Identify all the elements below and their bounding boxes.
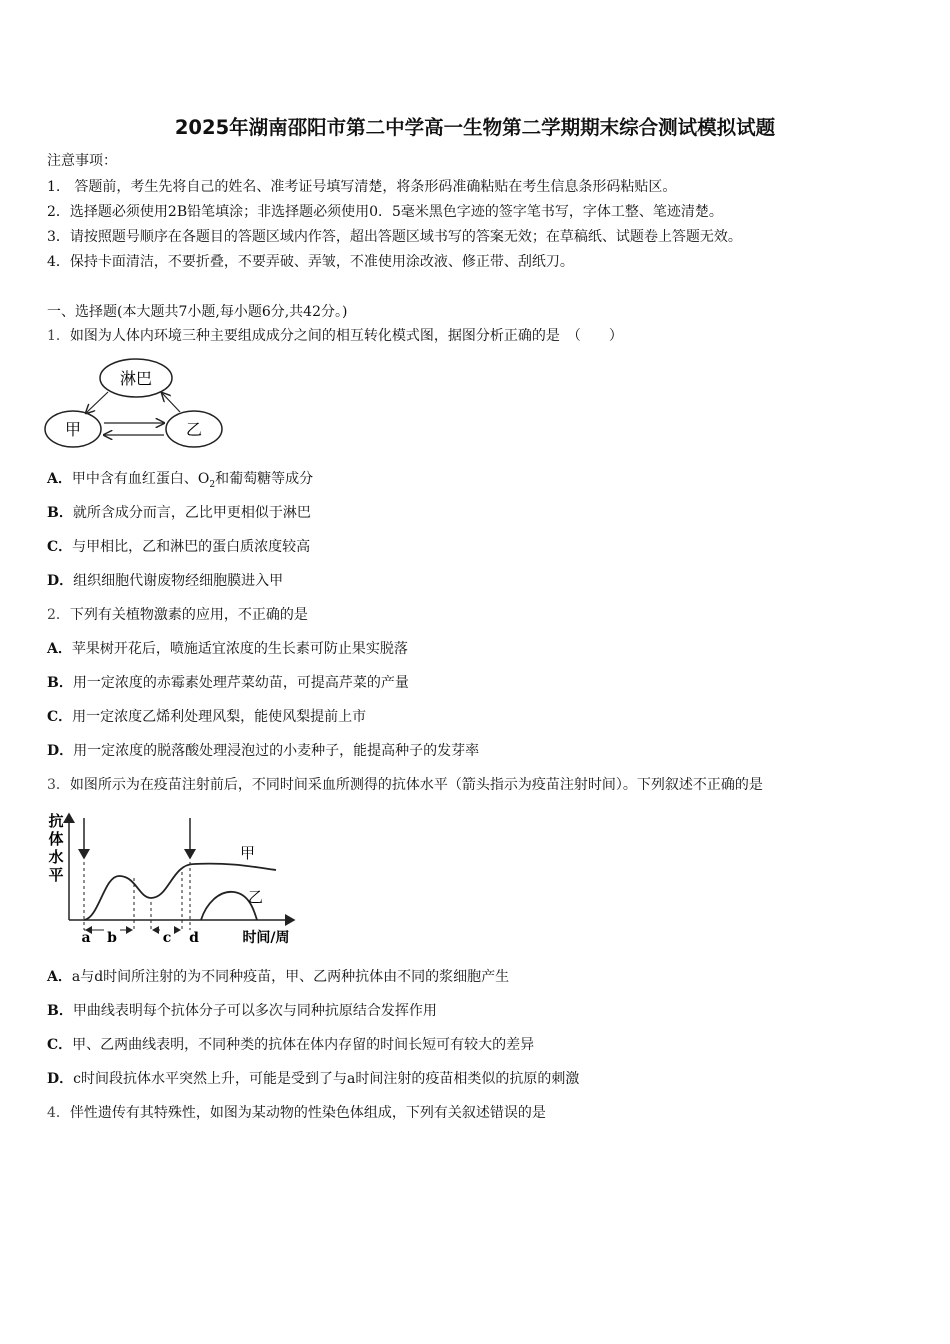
notice-heading: 注意事项： — [47, 153, 117, 169]
notice-item: 4．保持卡面清洁，不要折叠，不要弄破、弄皱，不准使用涂改液、修正带、刮纸刀。 — [47, 254, 574, 270]
notice-item: 2．选择题必须使用2B铅笔填涂；非选择题必须使用0．5毫米黑色字迹的签字笔书写，字体工整、笔迹清楚。 — [47, 204, 723, 220]
option-label: B． — [47, 675, 73, 691]
option-text: 就所含成分而言，乙比甲更相似于淋巴 — [72, 505, 311, 521]
question-text: 下列有关植物激素的应用，不正确的是 — [69, 607, 308, 623]
option-text: c时间段抗体水平突然上升，可能是受到了与a时间注射的疫苗相类似的抗原的刺激 — [73, 1071, 580, 1087]
curve-label-jia: 甲 — [240, 844, 256, 862]
notice-item: 3．请按照题号顺序在各题目的答题区域内作答，超出答题区域书写的答案无效；在草稿纸、试题卷上答题无效。 — [47, 229, 742, 245]
arrow-lymph-to-jia — [86, 392, 108, 413]
option-text: 甲中含有血红蛋白、O — [71, 471, 210, 487]
option-label: D． — [47, 1071, 74, 1087]
option-c[interactable] — [47, 537, 310, 557]
option-text: 用一定浓度乙烯利处理风梨，能使风梨提前上市 — [72, 709, 367, 725]
option-text: 用一定浓度的赤霉素处理芹菜幼苗，可提高芹菜的产量 — [72, 675, 409, 691]
option-label: C． — [47, 539, 73, 555]
question-2-stem — [47, 605, 308, 625]
question-number: 3． — [47, 777, 70, 793]
subscript: 2 — [209, 479, 216, 490]
question-text: 如图为人体内环境三种主要组成成分之间的相互转化模式图，据图分析正确的是 （ ） — [69, 328, 623, 344]
mark-d: d — [189, 930, 199, 946]
option-b[interactable] — [47, 503, 311, 523]
notice-item: 1. 答题前，考生先将自己的姓名、准考证号填写清楚，将条形码准确粘贴在考生信息条形码粘贴区。 — [47, 179, 677, 195]
diagram-label-jia: 甲 — [64, 420, 82, 439]
y-axis-label: 平 — [48, 866, 64, 884]
antibody-level-graph — [44, 806, 304, 948]
question-text: 伴性遗传有其特殊性，如图为某动物的性染色体组成，下列有关叙述错误的是 — [69, 1105, 546, 1121]
mark-a: a — [81, 930, 91, 946]
option-label: A． — [47, 969, 72, 985]
y-axis-label: 体 — [48, 830, 64, 848]
y-axis-label: 水 — [48, 848, 64, 866]
question-4-stem — [47, 1103, 546, 1123]
diagram-label-yi: 乙 — [185, 420, 203, 439]
option-text: 与甲相比，乙和淋巴的蛋白质浓度较高 — [72, 539, 311, 555]
option-b[interactable] — [47, 673, 409, 693]
option-c[interactable] — [47, 707, 366, 727]
option-d[interactable] — [47, 741, 479, 761]
question-1-stem — [47, 326, 623, 346]
question-number: 4． — [47, 1105, 70, 1121]
mark-c: c — [162, 930, 172, 946]
option-a[interactable] — [47, 639, 408, 659]
arrow-yi-to-lymph — [162, 393, 180, 412]
option-label: A． — [47, 471, 72, 487]
y-axis-label: 抗 — [48, 812, 64, 830]
option-a[interactable] — [47, 469, 313, 495]
option-text: 甲、乙两曲线表明，不同种类的抗体在体内存留的时间长短可有较大的差异 — [72, 1037, 535, 1053]
option-label: C． — [47, 709, 73, 725]
option-c[interactable] — [47, 1035, 534, 1055]
option-label: A． — [47, 641, 72, 657]
question-number: 2． — [47, 607, 70, 623]
option-label: C． — [47, 1037, 73, 1053]
question-number: 1． — [47, 328, 70, 344]
page-title: 2025年湖南邵阳市第二中学高一生物第二学期期末综合测试模拟试题 — [174, 116, 776, 139]
section-heading: 一、选择题(本大题共7小题,每小题6分,共42分。) — [47, 304, 348, 320]
option-text: 用一定浓度的脱落酸处理浸泡过的小麦种子，能提高种子的发芽率 — [73, 743, 480, 759]
option-text: 组织细胞代谢废物经细胞膜进入甲 — [73, 573, 284, 589]
option-label: B． — [47, 505, 73, 521]
option-text: 和葡萄糖等成分 — [215, 471, 314, 487]
option-label: D． — [47, 573, 74, 589]
option-text: 苹果树开花后，喷施适宜浓度的生长素可防止果实脱落 — [71, 641, 408, 657]
option-label: D． — [47, 743, 74, 759]
option-label: B． — [47, 1003, 73, 1019]
curve-label-yi: 乙 — [248, 888, 264, 906]
option-d[interactable] — [47, 571, 283, 591]
option-text: a与d时间所注射的为不同种疫苗，甲、乙两种抗体由不同的浆细胞产生 — [71, 969, 510, 985]
x-axis-label: 时间/周 — [242, 930, 290, 946]
option-b[interactable] — [47, 1001, 437, 1021]
question-text: 如图所示为在疫苗注射前后，不同时间采血所测得的抗体水平（箭头指示为疫苗注射时间）。下列叙述不正确的是 — [69, 777, 763, 793]
option-d[interactable] — [47, 1069, 579, 1089]
mark-b: b — [107, 930, 117, 946]
option-text: 甲曲线表明每个抗体分子可以多次与同种抗原结合发挥作用 — [72, 1003, 437, 1019]
question-3-stem — [47, 775, 763, 795]
body-fluid-diagram — [44, 356, 224, 451]
diagram-label-lymph: 淋巴 — [119, 369, 153, 388]
option-a[interactable] — [47, 967, 509, 987]
